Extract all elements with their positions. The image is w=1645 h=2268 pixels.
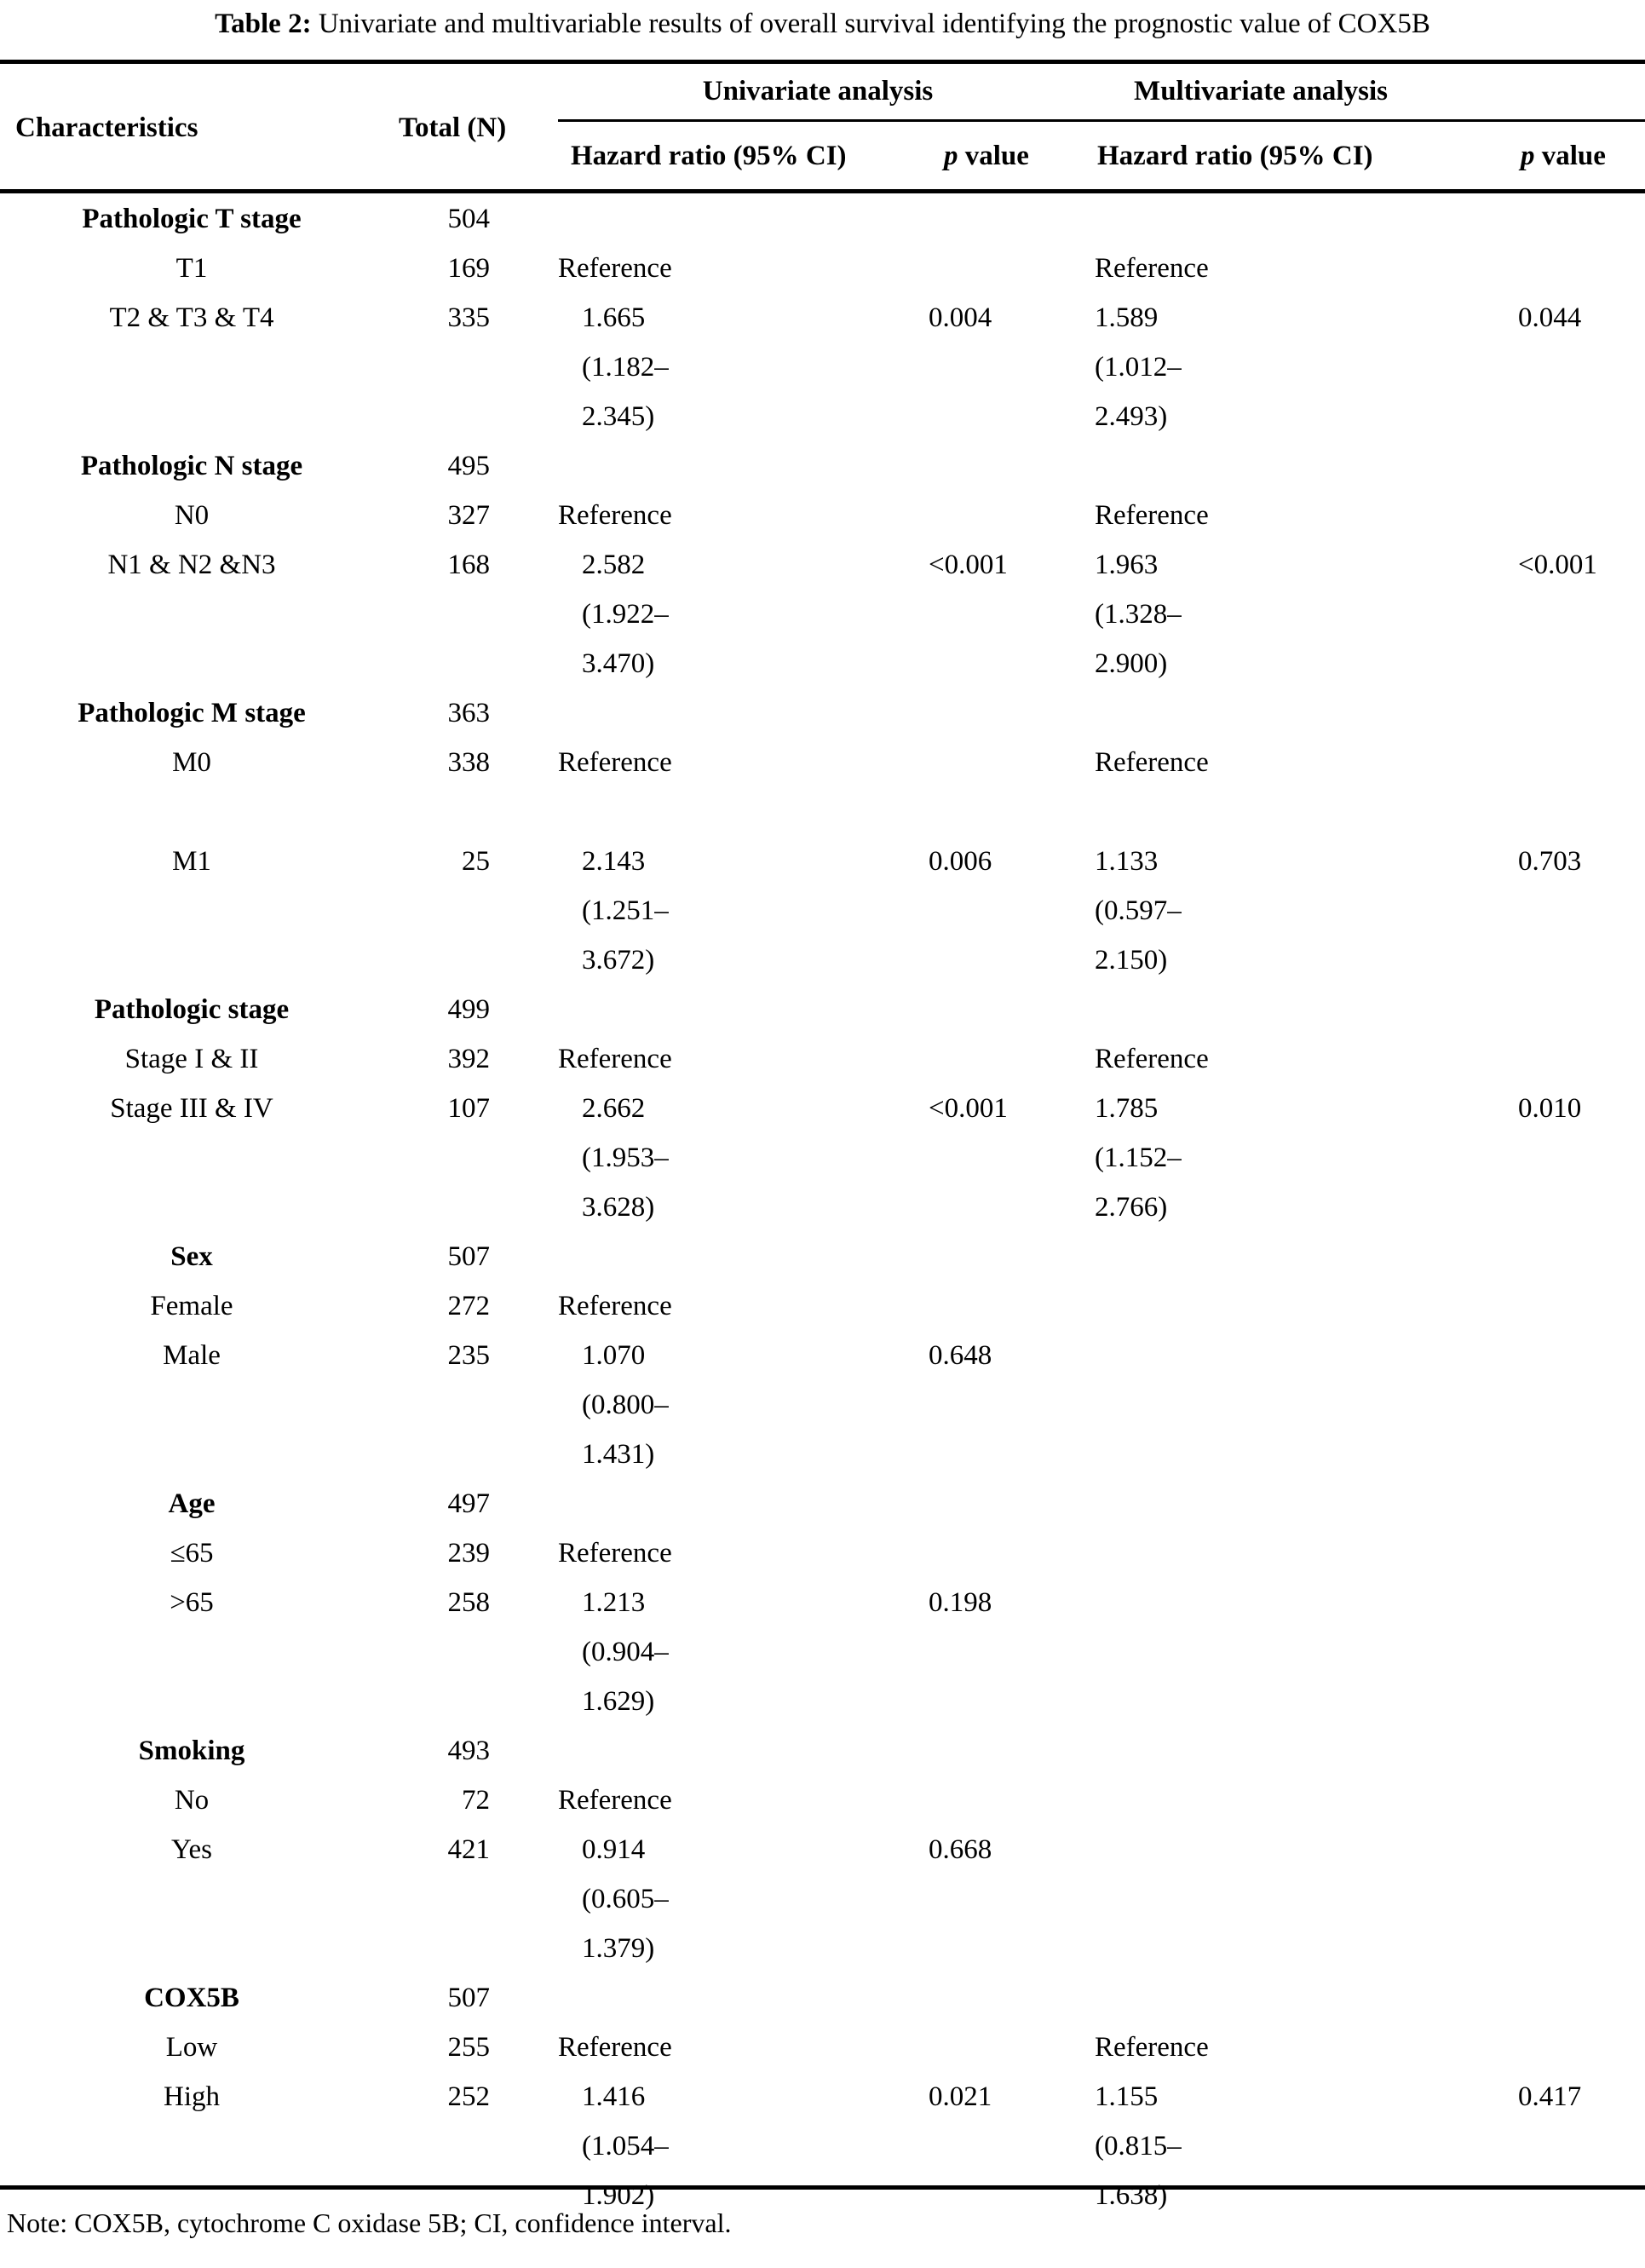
row-total-n: 495 (447, 451, 490, 481)
column-header-total: Total (N) (399, 112, 507, 143)
row-pvalue-univariate: 0.648 (929, 1340, 992, 1371)
row-total-n: 335 (447, 302, 490, 333)
row-total-n: 493 (447, 1736, 490, 1766)
row-hazard-ratio-multivariate: Reference (1095, 747, 1209, 778)
row-total-n: 25 (462, 846, 490, 877)
row-hazard-ratio-univariate: 3.628) (582, 1192, 655, 1223)
row-level-label: N0 (174, 500, 210, 531)
row-hazard-ratio-multivariate: 2.150) (1095, 945, 1168, 976)
table-row (0, 1825, 1645, 1874)
table-row (0, 590, 1645, 639)
table-row (0, 293, 1645, 343)
row-hazard-ratio-univariate: 1.070 (582, 1340, 646, 1371)
row-hazard-ratio-univariate: 1.902) (582, 2180, 655, 2211)
row-hazard-ratio-multivariate: Reference (1095, 1044, 1209, 1074)
row-hazard-ratio-univariate: (1.182– (582, 352, 669, 383)
row-total-n: 497 (447, 1488, 490, 1519)
row-pvalue-univariate: 0.006 (929, 846, 992, 877)
row-hazard-ratio-multivariate: 1.638) (1095, 2180, 1168, 2211)
column-group-header-univariate: Univariate analysis (702, 76, 934, 106)
row-hazard-ratio-univariate: 2.662 (582, 1093, 646, 1124)
row-hazard-ratio-univariate: 2.143 (582, 846, 646, 877)
table-row (0, 639, 1645, 688)
column-header-pvalue-multivariate (1521, 139, 1606, 173)
row-group-label: Pathologic stage (94, 994, 290, 1025)
table-row (0, 1331, 1645, 1380)
row-hazard-ratio-univariate: 3.470) (582, 648, 655, 679)
row-level-label: No (174, 1785, 210, 1816)
row-pvalue-multivariate: 0.417 (1518, 2081, 1582, 2112)
row-total-n: 107 (447, 1093, 490, 1124)
row-total-n: 507 (447, 1241, 490, 1272)
row-hazard-ratio-univariate: (0.605– (582, 1884, 669, 1914)
row-pvalue-univariate: 0.668 (929, 1834, 992, 1865)
table-row (0, 1133, 1645, 1183)
row-total-n: 421 (447, 1834, 490, 1865)
row-total-n: 338 (447, 747, 490, 778)
row-hazard-ratio-univariate: Reference (558, 2032, 672, 2063)
pvalue-word-2: value (1534, 141, 1606, 171)
table-row (0, 1479, 1645, 1528)
row-hazard-ratio-multivariate: Reference (1095, 500, 1209, 531)
row-hazard-ratio-multivariate: 1.155 (1095, 2081, 1159, 2112)
row-level-label: M1 (172, 846, 211, 877)
row-hazard-ratio-multivariate: (0.597– (1095, 895, 1182, 926)
table-row (0, 837, 1645, 886)
table-row (0, 1874, 1645, 1924)
row-hazard-ratio-univariate: 1.629) (582, 1686, 655, 1717)
row-hazard-ratio-univariate: Reference (558, 747, 672, 778)
row-hazard-ratio-univariate: 1.416 (582, 2081, 646, 2112)
row-group-label: Smoking (138, 1736, 245, 1766)
table-row (0, 1084, 1645, 1133)
table-row (0, 1281, 1645, 1331)
row-pvalue-multivariate: 0.010 (1518, 1093, 1582, 1124)
row-level-label: T1 (175, 253, 208, 284)
row-level-label: Stage I & II (124, 1044, 259, 1074)
pvalue-italic-p-2: p (1521, 141, 1535, 171)
table-row (0, 194, 1645, 244)
row-hazard-ratio-univariate: (1.922– (582, 599, 669, 630)
table-row (0, 1034, 1645, 1084)
row-group-label: Pathologic M stage (78, 698, 306, 728)
row-hazard-ratio-multivariate: 1.133 (1095, 846, 1159, 877)
column-group-header-multivariate: Multivariate analysis (1134, 76, 1388, 106)
row-hazard-ratio-univariate: Reference (558, 1785, 672, 1816)
row-group-label: COX5B (144, 1983, 239, 2013)
row-pvalue-univariate: <0.001 (929, 550, 1008, 580)
row-pvalue-univariate: 0.021 (929, 2081, 992, 2112)
row-pvalue-univariate: 0.004 (929, 302, 992, 333)
header-bottom-rule (0, 189, 1645, 193)
table-row (0, 1627, 1645, 1677)
row-total-n: 235 (447, 1340, 490, 1371)
row-total-n: 392 (447, 1044, 490, 1074)
row-total-n: 272 (447, 1291, 490, 1321)
table-row (0, 2072, 1645, 2121)
row-hazard-ratio-multivariate: 1.785 (1095, 1093, 1159, 1124)
row-total-n: 499 (447, 994, 490, 1025)
table-row (0, 935, 1645, 985)
row-hazard-ratio-univariate: Reference (558, 1538, 672, 1569)
table-row (0, 1924, 1645, 1973)
table-row (0, 787, 1645, 837)
row-group-label: Pathologic T stage (82, 204, 302, 234)
row-total-n: 327 (447, 500, 490, 531)
row-group-label: Sex (170, 1241, 213, 1272)
row-level-label: M0 (172, 747, 211, 778)
table-row (0, 886, 1645, 935)
table-row (0, 688, 1645, 738)
table-caption (0, 0, 1645, 41)
row-total-n: 258 (447, 1587, 490, 1618)
row-level-label: Male (163, 1340, 221, 1371)
row-hazard-ratio-univariate: (1.054– (582, 2131, 669, 2162)
row-hazard-ratio-univariate: Reference (558, 1291, 672, 1321)
row-hazard-ratio-univariate: 0.914 (582, 1834, 646, 1865)
row-hazard-ratio-multivariate: (0.815– (1095, 2131, 1182, 2162)
row-hazard-ratio-multivariate: (1.152– (1095, 1143, 1182, 1173)
row-hazard-ratio-multivariate: 2.900) (1095, 648, 1168, 679)
row-hazard-ratio-univariate: 1.665 (582, 302, 646, 333)
row-hazard-ratio-multivariate: 2.493) (1095, 401, 1168, 432)
row-level-label: Stage III & IV (110, 1093, 273, 1124)
row-hazard-ratio-univariate: Reference (558, 253, 672, 284)
row-hazard-ratio-univariate: Reference (558, 1044, 672, 1074)
row-level-label: >65 (170, 1587, 214, 1618)
table-row (0, 738, 1645, 787)
table-row (0, 441, 1645, 491)
row-total-n: 252 (447, 2081, 490, 2112)
table-row (0, 2023, 1645, 2072)
table-row (0, 1528, 1645, 1578)
table-caption-text: Univariate and multivariable results of overall survival identifying the prognostic value of COX5B (318, 9, 1430, 39)
row-hazard-ratio-univariate: 3.672) (582, 945, 655, 976)
table-note: Note: COX5B, cytochrome C oxidase 5B; CI, confidence interval. (7, 2208, 732, 2238)
table-body (0, 194, 1645, 2220)
table-row (0, 1776, 1645, 1825)
row-total-n: 239 (447, 1538, 490, 1569)
table-caption-label: Table 2: (215, 9, 312, 39)
row-hazard-ratio-univariate: 1.379) (582, 1933, 655, 1964)
table-row (0, 1973, 1645, 2023)
row-hazard-ratio-multivariate: 1.963 (1095, 550, 1159, 580)
row-level-label: ≤65 (170, 1538, 214, 1569)
column-header-characteristics: Characteristics (15, 112, 198, 143)
row-hazard-ratio-univariate: (0.800– (582, 1390, 669, 1420)
row-total-n: 504 (447, 204, 490, 234)
table-row (0, 343, 1645, 392)
row-hazard-ratio-multivariate: (1.012– (1095, 352, 1182, 383)
table-row (0, 985, 1645, 1034)
table-row (0, 1677, 1645, 1726)
table-row (0, 540, 1645, 590)
table-row (0, 2121, 1645, 2171)
row-hazard-ratio-univariate: 1.213 (582, 1587, 646, 1618)
table-row (0, 244, 1645, 293)
row-level-label: Low (165, 2032, 218, 2063)
column-header-pvalue-univariate (944, 139, 1029, 173)
row-hazard-ratio-multivariate: 2.766) (1095, 1192, 1168, 1223)
row-total-n: 363 (447, 698, 490, 728)
table-row (0, 1726, 1645, 1776)
table-header (0, 64, 1645, 189)
row-pvalue-multivariate: 0.703 (1518, 846, 1582, 877)
row-total-n: 169 (447, 253, 490, 284)
table-row (0, 1183, 1645, 1232)
row-hazard-ratio-multivariate: Reference (1095, 253, 1209, 284)
row-pvalue-univariate: <0.001 (929, 1093, 1008, 1124)
table-row (0, 491, 1645, 540)
row-hazard-ratio-univariate: 2.345) (582, 401, 655, 432)
row-level-label: Female (150, 1291, 233, 1321)
row-level-label: T2 & T3 & T4 (109, 302, 274, 333)
row-hazard-ratio-univariate: Reference (558, 500, 672, 531)
column-header-hazard-ratio-multivariate: Hazard ratio (95% CI) (1097, 141, 1373, 171)
row-hazard-ratio-univariate: (1.953– (582, 1143, 669, 1173)
row-hazard-ratio-multivariate: 1.589 (1095, 302, 1159, 333)
row-group-label: Age (168, 1488, 216, 1519)
row-total-n: 507 (447, 1983, 490, 2013)
row-hazard-ratio-multivariate: Reference (1095, 2032, 1209, 2063)
row-hazard-ratio-multivariate: (1.328– (1095, 599, 1182, 630)
table-row (0, 1578, 1645, 1627)
table-row (0, 1232, 1645, 1281)
column-header-hazard-ratio-univariate: Hazard ratio (95% CI) (571, 141, 847, 171)
row-hazard-ratio-univariate: 2.582 (582, 550, 646, 580)
row-total-n: 72 (462, 1785, 490, 1816)
row-level-label: High (164, 2081, 220, 2112)
row-pvalue-univariate: 0.198 (929, 1587, 992, 1618)
row-hazard-ratio-univariate: (1.251– (582, 895, 669, 926)
table-row (0, 1430, 1645, 1479)
row-group-label: Pathologic N stage (80, 451, 303, 481)
pvalue-italic-p-1: p (944, 141, 958, 171)
row-hazard-ratio-univariate: 1.431) (582, 1439, 655, 1470)
row-pvalue-multivariate: 0.044 (1518, 302, 1582, 333)
row-pvalue-multivariate: <0.001 (1518, 550, 1597, 580)
row-level-label: Yes (170, 1834, 213, 1865)
row-total-n: 168 (447, 550, 490, 580)
table-row (0, 392, 1645, 441)
row-level-label: N1 & N2 &N3 (107, 550, 276, 580)
pvalue-word-1: value (958, 141, 1029, 171)
row-total-n: 255 (447, 2032, 490, 2063)
row-hazard-ratio-univariate: (0.904– (582, 1637, 669, 1667)
table-row (0, 1380, 1645, 1430)
